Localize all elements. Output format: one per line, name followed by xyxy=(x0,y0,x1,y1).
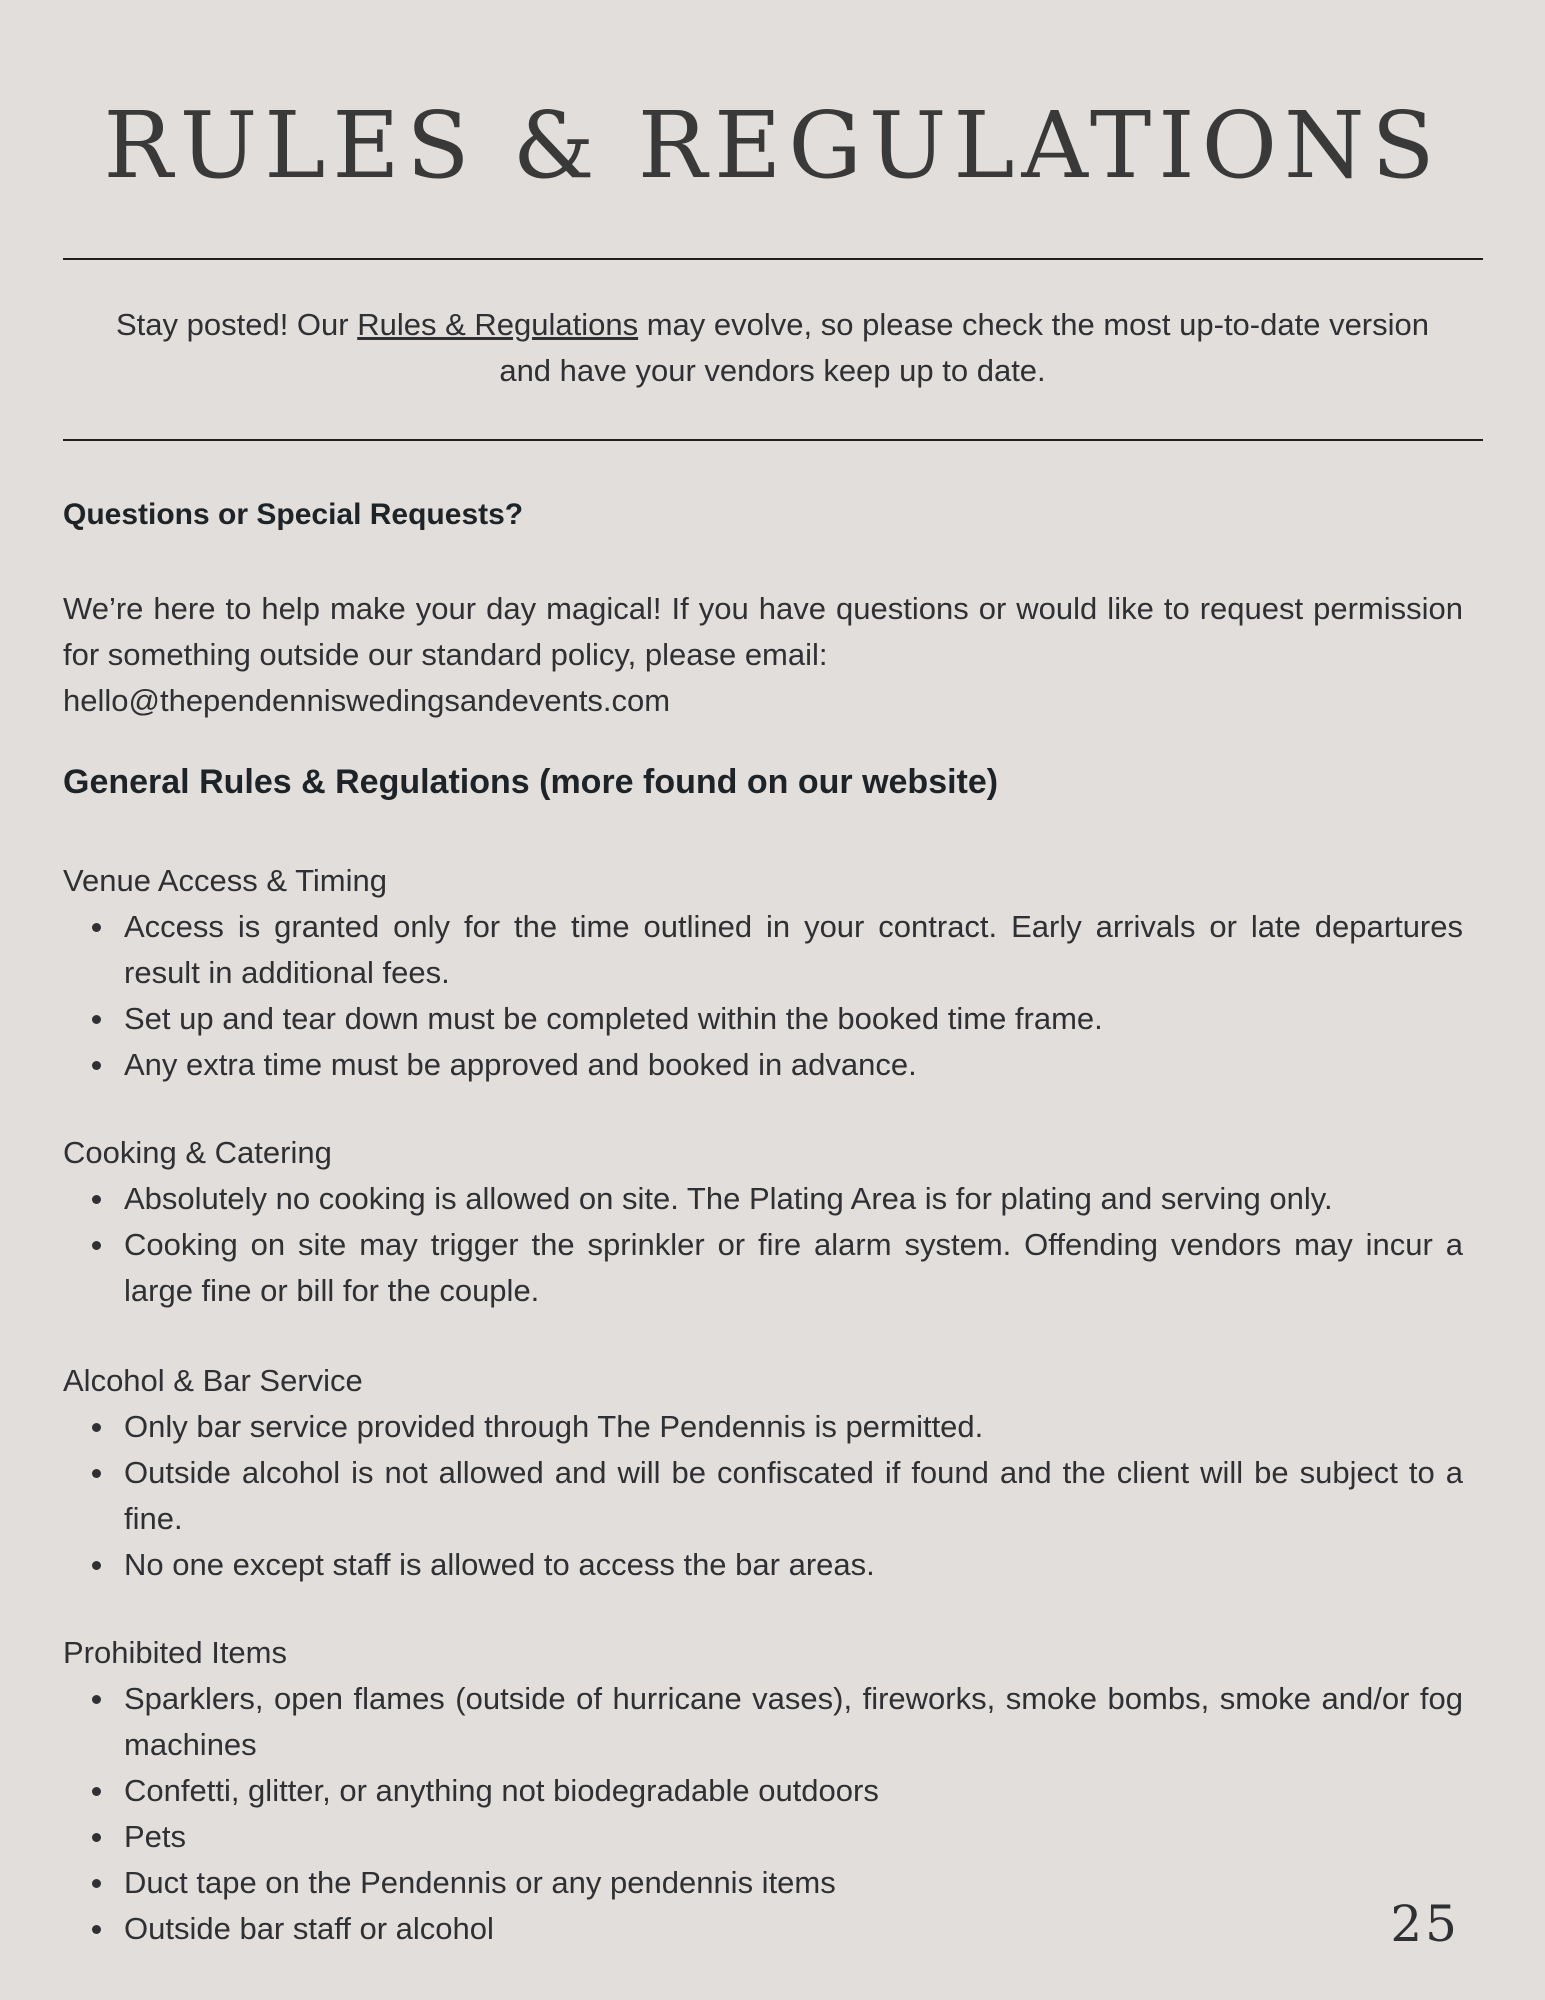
section-title: Cooking & Catering xyxy=(63,1135,332,1170)
rules-list xyxy=(63,1404,1463,1588)
section-title: Venue Access & Timing xyxy=(63,863,387,898)
bullet-icon xyxy=(92,1925,101,1934)
list-item-text: Any extra time must be approved and booked in advance. xyxy=(124,1047,917,1082)
section-title: Prohibited Items xyxy=(63,1635,287,1670)
questions-heading: Questions or Special Requests? xyxy=(63,498,524,531)
list-item xyxy=(63,1450,1463,1542)
rules-list xyxy=(63,1176,1463,1314)
list-item-text: Absolutely no cooking is allowed on site. The Plating Area is for plating and serving only. xyxy=(124,1181,1333,1216)
list-item-text: Duct tape on the Pendennis or any pendennis items xyxy=(124,1865,836,1900)
rules-list xyxy=(63,904,1463,1088)
list-item xyxy=(63,1768,1463,1814)
divider-bottom xyxy=(63,439,1483,441)
bullet-icon xyxy=(92,1879,101,1888)
contact-email[interactable]: hello@thependenniswedingsandevents.com xyxy=(63,683,671,718)
bullet-icon xyxy=(92,1833,101,1842)
list-item xyxy=(63,1404,1463,1450)
list-item xyxy=(63,1906,1463,1952)
list-item xyxy=(63,1176,1463,1222)
rules-list xyxy=(63,1676,1463,1952)
list-item xyxy=(63,1042,1463,1088)
general-rules-heading: General Rules & Regulations (more found on our website) xyxy=(63,763,999,801)
notice-suffix: may evolve, so please check the most up-to-date version and have your vendors keep up to date. xyxy=(499,307,1430,388)
list-item xyxy=(63,996,1463,1042)
list-item xyxy=(63,1676,1463,1768)
list-item xyxy=(63,1222,1463,1314)
bullet-icon xyxy=(92,1561,101,1570)
bullet-icon xyxy=(92,1195,101,1204)
bullet-icon xyxy=(92,1241,101,1250)
list-item xyxy=(63,1860,1463,1906)
page-title: RULES & REGULATIONS xyxy=(103,92,1442,199)
list-item-text: No one except staff is allowed to access the bar areas. xyxy=(124,1547,875,1582)
list-item-text: Set up and tear down must be completed within the booked time frame. xyxy=(124,1001,1103,1036)
bullet-icon xyxy=(92,923,101,932)
list-item xyxy=(63,1542,1463,1588)
bullet-icon xyxy=(92,1015,101,1024)
list-item-text: Outside alcohol is not allowed and will be confiscated if found and the client will be subject to a fine. xyxy=(124,1455,1463,1536)
list-item-text: Confetti, glitter, or anything not biodegradable outdoors xyxy=(124,1773,879,1808)
section-venue-access xyxy=(63,858,1463,1088)
list-item-text: Access is granted only for the time outlined in your contract. Early arrivals or late departures result in additional fees. xyxy=(124,909,1463,990)
list-item xyxy=(63,1814,1463,1860)
list-item-text: Only bar service provided through The Pendennis is permitted. xyxy=(124,1409,984,1444)
section-cooking-catering xyxy=(63,1130,1463,1314)
section-prohibited-items xyxy=(63,1630,1463,1952)
bullet-icon xyxy=(92,1423,101,1432)
divider-top xyxy=(63,258,1483,260)
section-alcohol-bar xyxy=(63,1358,1463,1588)
notice-prefix: Stay posted! Our xyxy=(115,307,358,342)
bullet-icon xyxy=(92,1695,101,1704)
list-item-text: Cooking on site may trigger the sprinkler or fire alarm system. Offending vendors may incur a large fine or bill for the couple. xyxy=(124,1227,1463,1308)
section-title: Alcohol & Bar Service xyxy=(63,1363,363,1398)
bullet-icon xyxy=(92,1787,101,1796)
list-item xyxy=(63,904,1463,996)
bullet-icon xyxy=(92,1061,101,1070)
update-notice xyxy=(100,302,1445,394)
rules-link[interactable]: Rules & Regulations xyxy=(357,307,639,342)
questions-text: We’re here to help make your day magical! If you have questions or would like to request permission for something outside our standard policy, please email: xyxy=(63,591,1463,672)
bullet-icon xyxy=(92,1469,101,1478)
page-number: 25 xyxy=(1390,1895,1460,1953)
list-item-text: Sparklers, open flames (outside of hurricane vases), fireworks, smoke bombs, smoke and/or fog machines xyxy=(124,1681,1463,1762)
list-item-text: Outside bar staff or alcohol xyxy=(124,1911,494,1946)
questions-paragraph xyxy=(63,586,1463,724)
list-item-text: Pets xyxy=(124,1819,187,1854)
